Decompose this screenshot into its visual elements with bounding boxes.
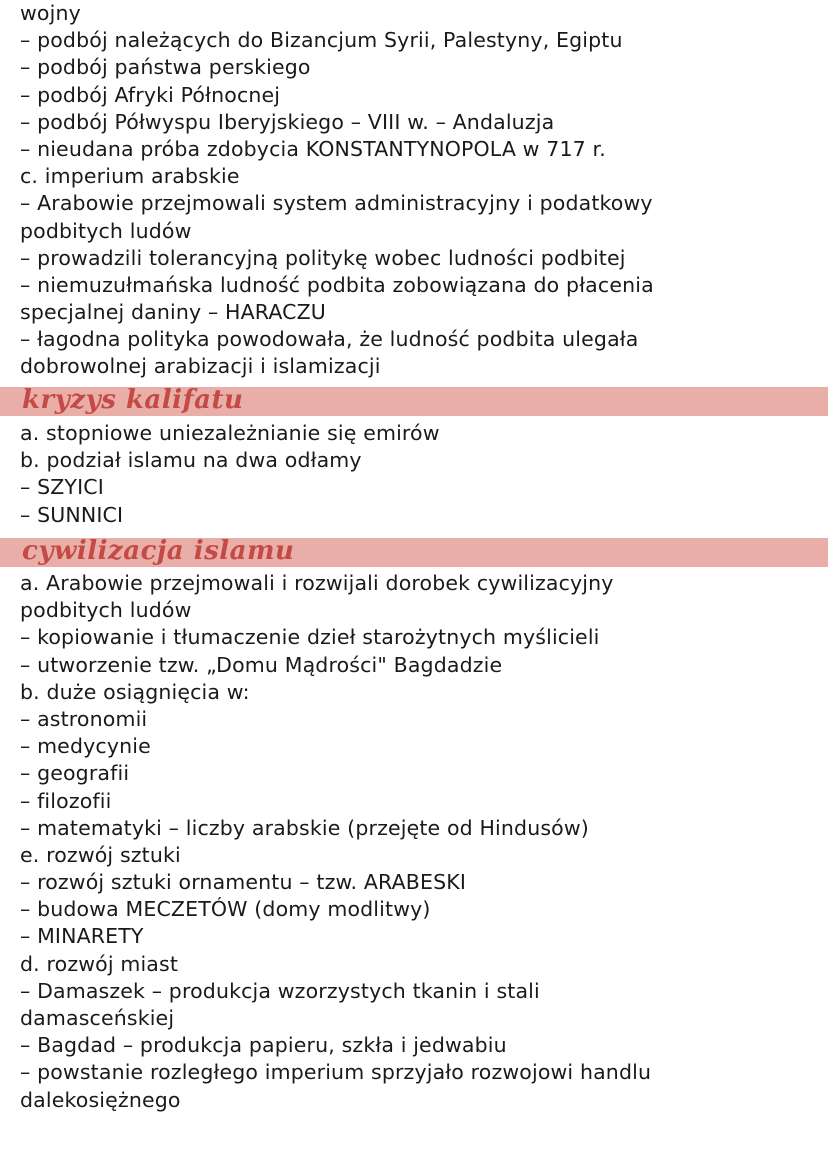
crisis-section [0,420,828,529]
text-line: – prowadzili tolerancyjną politykę wobec ludności podbitej [20,245,626,270]
text-line: e. rozwój sztuki [20,842,181,867]
text-line: – utworzenie tzw. „Domu Mądrości" Bagdadzie [20,652,503,677]
text-line: – astronomii [20,706,148,731]
text-line: – Bagdad – produkcja papieru, szkła i jedwabiu [20,1033,507,1058]
text-line: – podbój Afryki Północnej [20,82,281,107]
text-line: specjalnej daniny – HARACZU [20,300,326,325]
text-line: a. Arabowie przejmowali i rozwijali dorobek cywilizacyjny [20,571,614,595]
text-line: damasceńskiej [20,1006,175,1030]
text-line: – MINARETY [20,924,144,949]
text-line: b. podział islamu na dwa odłamy [20,448,362,473]
text-line: b. duże osiągnięcia w: [20,679,250,704]
text-line: – Arabowie przejmowali system administracyjny i podatkowy [20,191,653,216]
text-line: – rozwój sztuki ornamentu – tzw. ARABESKI [20,870,467,895]
text-line: – nieudana próba zdobycia KONSTANTYNOPOLA w 717 r. [20,136,606,161]
text-line: d. rozwój miast [20,951,179,976]
section-heading-civilization [0,538,828,567]
text-line: – niemuzułmańska ludność podbita zobowiązana do płacenia [20,272,654,297]
text-line: – SUNNICI [20,502,124,527]
text-line: – powstanie rozległego imperium sprzyjało rozwojowi handlu [20,1060,652,1085]
text-line: wojny [20,1,81,25]
text-line: – Damaszek – produkcja wzorzystych tkanin i stali [20,978,540,1003]
text-line: dobrowolnej arabizacji i islamizacji [20,354,381,379]
text-line: – łagodna polityka powodowała, że ludność podbita ulegała [20,327,639,352]
civilization-section [0,570,828,1114]
text-line: podbitych ludów [20,598,192,623]
text-line: – budowa MECZETÓW (domy modlitwy) [20,897,431,922]
text-line: – SZYICI [20,475,104,500]
section-heading-text: kryzys kalifatu [22,385,244,415]
text-line: – medycynie [20,734,151,759]
text-line: – geografii [20,761,130,786]
text-line: – podbój należących do Bizancjum Syrii, Palestyny, Egiptu [20,28,623,53]
text-line: dalekosiężnego [20,1087,181,1112]
intro-section [0,0,828,381]
text-line: – podbój państwa perskiego [20,55,311,80]
text-line: c. imperium arabskie [20,164,240,189]
text-line: – kopiowanie i tłumaczenie dzieł starożytnych myślicieli [20,625,600,650]
section-heading-crisis [0,387,828,416]
text-line: – podbój Półwyspu Iberyjskiego – VIII w. – Andaluzja [20,109,555,134]
text-line: – matematyki – liczby arabskie (przejęte od Hindusów) [20,815,589,840]
text-line: podbitych ludów [20,218,192,243]
text-line: a. stopniowe uniezależnianie się emirów [20,421,440,445]
section-heading-text: cywilizacja islamu [22,536,295,566]
text-line: – filozofii [20,788,112,813]
